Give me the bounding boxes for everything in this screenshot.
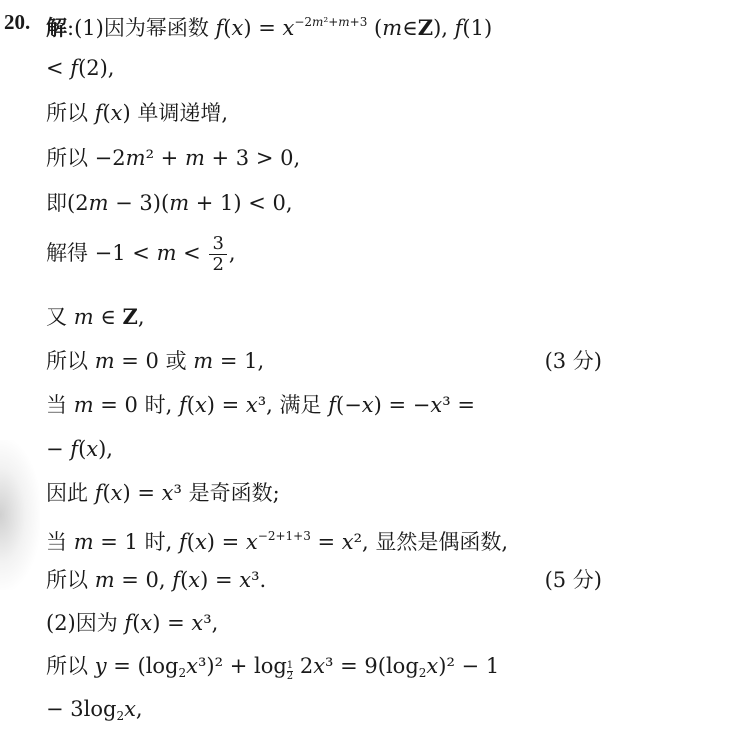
solution-line-15: 所以 $y = (\log_2x^3)^2 + \log$ $\frac{1}{2}$ $2x^3 = 9(\log_2x)^2 - 1$	[46, 654, 500, 682]
scan-smudge	[0, 440, 40, 590]
solution-line-6: 解得 −1 < m < $\frac{3}{2}$ ,	[46, 233, 236, 275]
solution-line-1: 解:(1)因为幂函数 $f(x) = x^{-2m^2+m+3}$ (m∈Z), f(1)	[46, 15, 493, 40]
solution-line-2: < f(2),	[46, 56, 115, 80]
solution-line-13: 所以 m = 0, f(x) = x³.	[46, 568, 267, 592]
solution-line-8: 所以 m = 0 或 m = 1,	[46, 349, 265, 373]
solution-line-3: 所以 f(x) 单调递增,	[46, 101, 229, 125]
solution-line-4: 所以 −2m² + m + 3 > 0,	[46, 146, 301, 170]
problem-number: 20.	[4, 10, 31, 34]
solution-line-7: 又 m ∈ Z,	[46, 304, 145, 329]
fraction-three-halves: $\frac{3}{2}$	[209, 234, 226, 275]
solution-line-16: − $3\log_2x$,	[46, 697, 143, 723]
solution-line-9: 当 m = 0 时, f(x) = x³, 满足 f(−x) = −x³ =	[46, 393, 475, 417]
solution-line-11: 因此 f(x) = x³ 是奇函数;	[46, 481, 280, 505]
solution-line-14: (2)因为 f(x) = x³,	[46, 611, 219, 635]
solution-line-10: − f(x),	[46, 437, 113, 461]
score-mark: (3 分)	[544, 349, 602, 373]
solution-line-5: 即(2m − 3)(m + 1) < 0,	[46, 191, 293, 215]
solution-line-12: 当 m = 1 时, $f(x) = x^{-2+1+3} = x^2$, 显然是偶函数,	[46, 529, 509, 554]
score-mark: (5 分)	[544, 568, 602, 592]
